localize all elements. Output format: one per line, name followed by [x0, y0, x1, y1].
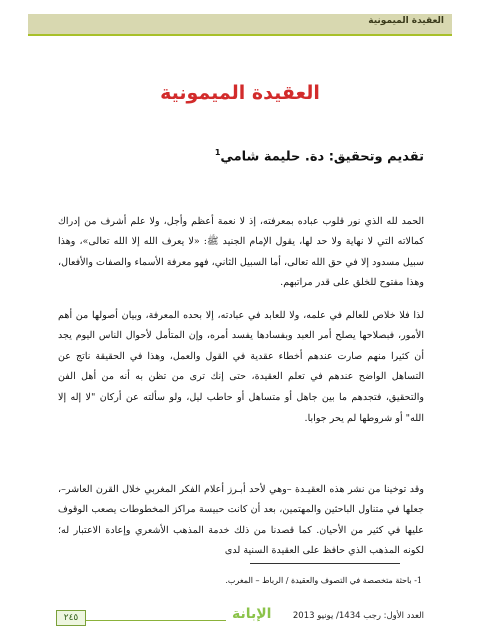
journal-logo: الإبانة — [232, 606, 272, 622]
footnote-mark: 1 — [214, 148, 221, 157]
issue-info: العدد الأول: رجب 1434/ يونيو 2013 — [292, 611, 424, 621]
footnote-divider — [250, 563, 400, 564]
paragraph-2: لذا فلا خلاص للعالم في علمه، ولا للعابد في عبادته، إلا بحده المعرفة، وبيان أصولها من أهم الأمور، فبصلاحها يصلح أمر العبد وبفسادها يفسد أمره، وإن المتأمل لأحوال الناس اليوم يجد أن كثيرا منهم صارت عندهم أخطاء عقدية في القول والعمل، وهذا في الحقيقة ناتج عن التساهل الواضح عندهم في تعلم العقيدة، حتى إنك ترى من تظن به أنه من أهل الفن والتحقيق، فتجدهم ما بين جاهل أو متساهل أو حاطب ليل، ولو سألته عن أركان "لا إله إلا الله" أو شروطها لم يحر جوابا. — [58, 309, 424, 424]
paragraph-3: وقد توخينا من نشر هذه العقيـدة –وهي لأحد أبـرز أعلام الفكر المغربي خلال القرن العاشر–، جعلها في متناول الباحثين والمهتمين، بعد أن كانت حبيسة مراكز المخطوطات يصعب الوقوف عليها في كثير من الأحيان. كما قصدنا من ذلك خدمة المذهب الأشعري وإعادة الاعتبار له؛ لكونه المذهب الذي حافظ على العقيدة السنية لدى — [58, 483, 424, 557]
author-byline — [215, 148, 424, 164]
running-title: العقيدة الميمونية — [368, 16, 444, 26]
footnote: 1- باحثة متخصصة في التصوف والعقيدة / الرباط – المغرب. — [225, 576, 422, 585]
page-number: ٢٤٥ — [56, 610, 86, 626]
running-header — [28, 14, 452, 36]
article-title: العقيدة الميمونية — [160, 82, 320, 104]
author-text: تقديم وتحقيق: دة. حليمة شامي — [220, 149, 424, 165]
paragraph-1: الحمد لله الذي نور قلوب عباده بمعرفته، إذ لا نعمة أعظم وأجل، ولا علم أشرف من إدراك كمالاته التي لا نهاية ولا حد لها، يقول الإمام الجنيد ﷺ: «لا يعرف الله إلا الله تعالى»، وهذا سبيل مسدود إلا في حق الله تعالى، أما السبيل الثاني، فهو معرفة الأسماء والصفات والأفعال، وهذا مفتوح للخلق على قدر مراتبهم. — [58, 215, 424, 289]
footer-divider — [86, 620, 226, 621]
